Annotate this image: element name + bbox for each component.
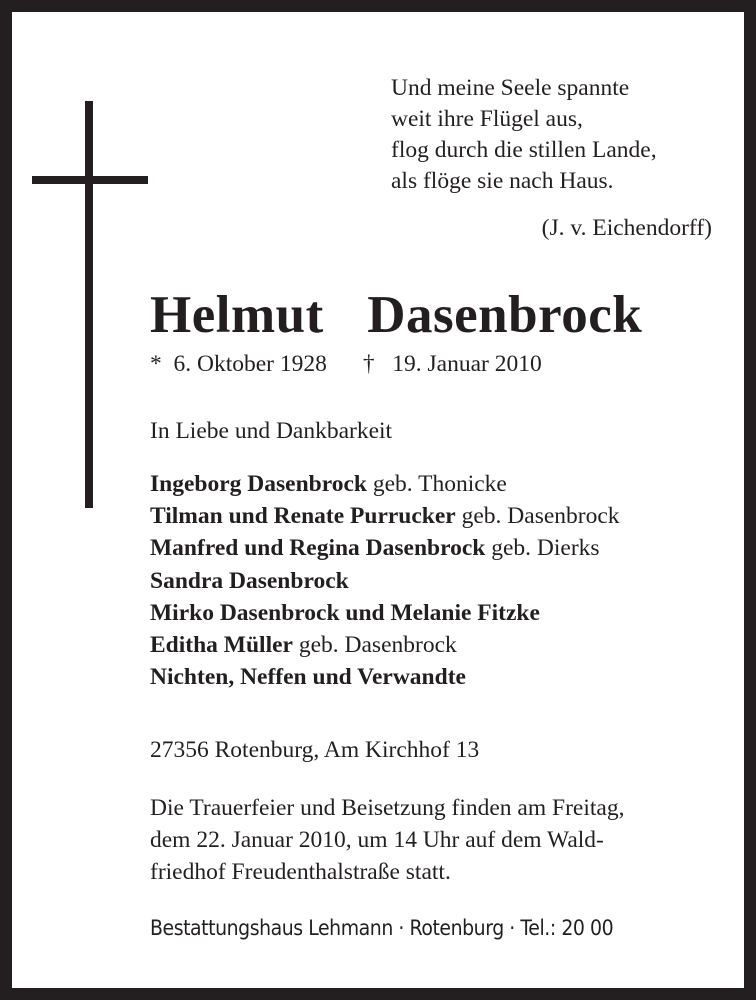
mourner-name: Sandra Dasenbrock — [150, 567, 349, 594]
mourner-entry — [150, 597, 620, 629]
poem-line: als flöge sie nach Haus. — [391, 168, 614, 194]
cross-icon-horizontal — [32, 176, 148, 184]
intro-text: In Liebe und Dankbarkeit — [150, 418, 393, 444]
mourners-list — [150, 468, 620, 693]
service-info — [150, 792, 624, 888]
mourner-entry — [150, 661, 620, 693]
mourner-name: Nichten, Neffen und Verwandte — [150, 664, 466, 691]
service-line: Die Trauerfeier und Beisetzung finden am Freitag, — [150, 795, 625, 821]
service-line: dem 22. Januar 2010, um 14 Uhr auf dem Wald- — [150, 827, 604, 853]
mourner-name: Mirko Dasenbrock und Melanie Fitzke — [150, 599, 540, 626]
mourner-entry — [150, 532, 620, 564]
address: 27356 Rotenburg, Am Kirchhof 13 — [150, 737, 480, 763]
poem-author: (J. v. Eichendorff) — [541, 215, 712, 241]
mourner-entry — [150, 468, 620, 500]
service-line: friedhof Freudenthalstraße statt. — [150, 859, 451, 885]
mourner-name: Tilman und Renate Purrucker — [150, 503, 456, 530]
mourner-entry — [150, 629, 620, 661]
death-symbol: † — [362, 351, 375, 377]
life-dates — [150, 351, 542, 378]
mourner-entry — [150, 565, 620, 597]
death-date: 19. Januar 2010 — [392, 351, 542, 377]
poem-line: Und meine Seele spannte — [391, 75, 630, 101]
birth-date: 6. Oktober 1928 — [173, 351, 327, 377]
mourner-note: geb. Thonicke — [366, 471, 507, 497]
funeral-home-footer: Bestattungshaus Lehmann · Rotenburg · Tel.: 20 00 — [150, 916, 614, 940]
cross-icon-vertical — [85, 101, 93, 508]
mourner-name: Manfred und Regina Dasenbrock — [150, 535, 486, 562]
mourner-entry — [150, 500, 620, 532]
poem-line: flog durch die stillen Lande, — [391, 137, 657, 163]
poem-line: weit ihre Flügel aus, — [391, 106, 583, 132]
mourner-name: Editha Müller — [150, 632, 293, 659]
mourner-note: geb. Dasenbrock — [292, 632, 457, 659]
mourner-note: geb. Dasenbrock — [455, 503, 620, 530]
mourner-note: geb. Dierks — [485, 535, 600, 562]
birth-symbol: * — [150, 351, 162, 377]
mourner-name: Ingeborg Dasenbrock — [150, 471, 367, 497]
deceased-name: Helmut Dasenbrock — [150, 286, 643, 344]
poem — [391, 73, 657, 197]
